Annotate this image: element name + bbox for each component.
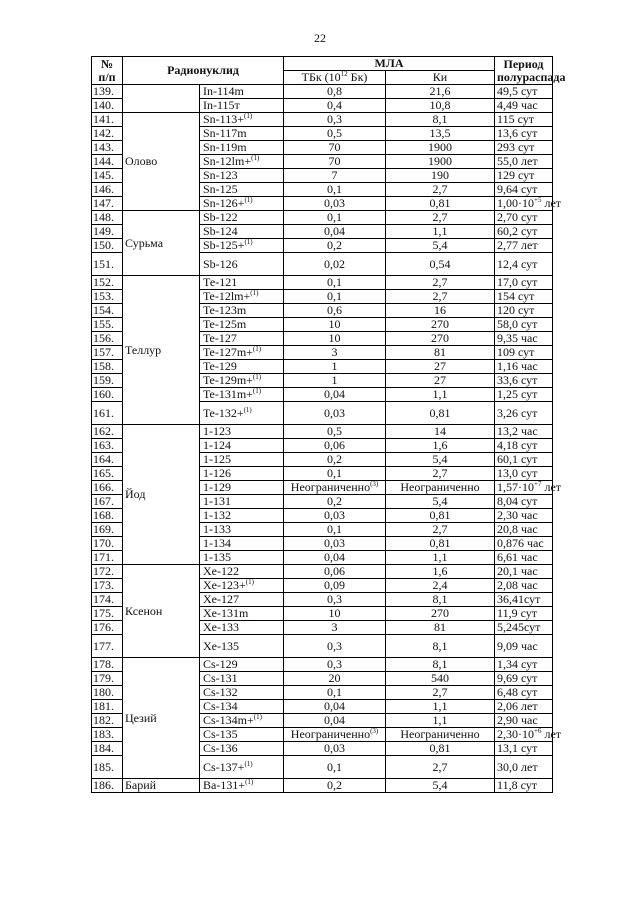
half-life: 129 сут <box>495 169 553 183</box>
half-life: 9,64 сут <box>495 183 553 197</box>
table-row <box>92 113 553 127</box>
half-life: $1,00\cdot 10^{+5}$ лет <box>495 197 553 211</box>
activity-tbq: 3 <box>284 346 386 360</box>
row-number: 167. <box>92 495 123 509</box>
activity-ci: 2,7 <box>386 686 495 700</box>
nuclide-name: Cs-135 <box>200 728 284 742</box>
page-number: 22 <box>314 31 326 45</box>
row-number: 184. <box>92 742 123 756</box>
row-number: 149. <box>92 225 123 239</box>
nuclide-name: Cs-132 <box>200 686 284 700</box>
activity-ci: 8,1 <box>386 658 495 672</box>
nuclide-name: Te-12lm+$^{(1)}$ <box>200 290 284 304</box>
nuclide-name: Te-132+$^{(1)}$ <box>200 402 284 425</box>
half-life: 9,35 час <box>495 332 553 346</box>
activity-ci: 81 <box>386 621 495 635</box>
half-life: 49,5 сут <box>495 85 553 99</box>
row-number: 168. <box>92 509 123 523</box>
activity-ci: 14 <box>386 425 495 439</box>
element-name: Сурьма <box>123 211 200 276</box>
row-number: 144. <box>92 155 123 169</box>
nuclide-name: Te-131m+$^{(1)}$ <box>200 388 284 402</box>
half-life: 109 сут <box>495 346 553 360</box>
header-radionuclide: Радионуклид <box>123 57 284 85</box>
activity-ci: 1,1 <box>386 714 495 728</box>
nuclide-name: In-115т <box>200 99 284 113</box>
activity-tbq: Неограниченно$^{(3)}$ <box>284 728 386 742</box>
nuclide-name: Te-127m+$^{(1)}$ <box>200 346 284 360</box>
header-number: № п/п <box>92 57 123 85</box>
half-life: 12,4 сут <box>495 253 553 276</box>
row-number: 146. <box>92 183 123 197</box>
half-life: 11,9 сут <box>495 607 553 621</box>
nuclide-name: 1-134 <box>200 537 284 551</box>
element-name: Ксенон <box>123 565 200 658</box>
half-life: 9,69 сут <box>495 672 553 686</box>
header-ci: Ки <box>386 71 495 85</box>
row-number: 182. <box>92 714 123 728</box>
row-number: 173. <box>92 579 123 593</box>
half-life: 6,48 сут <box>495 686 553 700</box>
half-life: 293 сут <box>495 141 553 155</box>
nuclide-name: Xe-127 <box>200 593 284 607</box>
activity-tbq: 0,2 <box>284 453 386 467</box>
activity-ci: 5,4 <box>386 495 495 509</box>
row-number: 151. <box>92 253 123 276</box>
activity-tbq: 10 <box>284 332 386 346</box>
activity-ci: 27 <box>386 360 495 374</box>
activity-tbq: 0,1 <box>284 467 386 481</box>
activity-ci: 1900 <box>386 141 495 155</box>
row-number: 170. <box>92 537 123 551</box>
table-row <box>92 779 553 793</box>
nuclide-name: Xe-135 <box>200 635 284 658</box>
row-number: 158. <box>92 360 123 374</box>
activity-tbq: 7 <box>284 169 386 183</box>
half-life: 5,245сут <box>495 621 553 635</box>
activity-ci: 10,8 <box>386 99 495 113</box>
activity-ci: 2,7 <box>386 276 495 290</box>
nuclide-name: Te-123m <box>200 304 284 318</box>
half-life: 13,0 сут <box>495 467 553 481</box>
row-number: 156. <box>92 332 123 346</box>
nuclide-name: Cs-129 <box>200 658 284 672</box>
half-life: 9,09 час <box>495 635 553 658</box>
activity-tbq: 0,04 <box>284 225 386 239</box>
element-name: Барий <box>123 779 200 793</box>
row-number: 180. <box>92 686 123 700</box>
half-life: 11,8 сут <box>495 779 553 793</box>
nuclide-name: Sb-124 <box>200 225 284 239</box>
activity-ci: 270 <box>386 318 495 332</box>
activity-ci: 270 <box>386 332 495 346</box>
activity-ci: 2,7 <box>386 211 495 225</box>
element-name <box>123 85 200 113</box>
activity-ci: 0,81 <box>386 537 495 551</box>
activity-tbq: 0,03 <box>284 402 386 425</box>
nuclide-name: Sn-126+$^{(1)}$ <box>200 197 284 211</box>
activity-ci: 1,1 <box>386 388 495 402</box>
row-number: 159. <box>92 374 123 388</box>
activity-ci: 2,7 <box>386 290 495 304</box>
half-life: 2,08 час <box>495 579 553 593</box>
nuclide-name: Cs-131 <box>200 672 284 686</box>
row-number: 139. <box>92 85 123 99</box>
half-life: 58,0 сут <box>495 318 553 332</box>
row-number: 157. <box>92 346 123 360</box>
activity-tbq: 0,04 <box>284 388 386 402</box>
table-row <box>92 658 553 672</box>
half-life: 2,06 лет <box>495 700 553 714</box>
activity-tbq: Неограниченно$^{(3)}$ <box>284 481 386 495</box>
nuclide-name: 1-132 <box>200 509 284 523</box>
activity-ci: 2,7 <box>386 756 495 779</box>
activity-tbq: 10 <box>284 607 386 621</box>
nuclide-name: 1-125 <box>200 453 284 467</box>
nuclide-name: Te-127 <box>200 332 284 346</box>
activity-tbq: 0,09 <box>284 579 386 593</box>
activity-tbq: 20 <box>284 672 386 686</box>
activity-ci: 2,7 <box>386 523 495 537</box>
nuclide-name: Te-125m <box>200 318 284 332</box>
row-number: 163. <box>92 439 123 453</box>
activity-ci: 1,1 <box>386 700 495 714</box>
nuclide-name: Sn-125 <box>200 183 284 197</box>
row-number: 169. <box>92 523 123 537</box>
row-number: 183. <box>92 728 123 742</box>
table-header <box>92 56 566 85</box>
row-number: 165. <box>92 467 123 481</box>
activity-tbq: 0,02 <box>284 253 386 276</box>
nuclide-name: 1-133 <box>200 523 284 537</box>
row-number: 142. <box>92 127 123 141</box>
half-life: 1,34 сут <box>495 658 553 672</box>
half-life: 1,25 сут <box>495 388 553 402</box>
half-life: 20,1 час <box>495 565 553 579</box>
half-life: 2,77 лет <box>495 239 553 253</box>
half-life: 3,26 сут <box>495 402 553 425</box>
activity-tbq: 0,03 <box>284 197 386 211</box>
activity-ci: 1,6 <box>386 565 495 579</box>
row-number: 181. <box>92 700 123 714</box>
row-number: 153. <box>92 290 123 304</box>
row-number: 152. <box>92 276 123 290</box>
activity-tbq: 0,03 <box>284 742 386 756</box>
activity-tbq: 0,2 <box>284 239 386 253</box>
half-life: 36,41сут <box>495 593 553 607</box>
activity-ci: 5,4 <box>386 779 495 793</box>
activity-tbq: 0,3 <box>284 113 386 127</box>
nuclide-name: 1-131 <box>200 495 284 509</box>
activity-tbq: 0,1 <box>284 183 386 197</box>
nuclide-name: Te-129m+$^{(1)}$ <box>200 374 284 388</box>
nuclide-name: Xe-133 <box>200 621 284 635</box>
activity-ci: 81 <box>386 346 495 360</box>
row-number: 145. <box>92 169 123 183</box>
activity-tbq: 0,3 <box>284 593 386 607</box>
activity-tbq: 0,1 <box>284 523 386 537</box>
header-half-life: Период полураспада <box>495 57 553 85</box>
activity-tbq: 0,04 <box>284 714 386 728</box>
nuclide-name: 1-129 <box>200 481 284 495</box>
activity-tbq: 0,3 <box>284 658 386 672</box>
activity-ci: 8,1 <box>386 635 495 658</box>
nuclide-name: Cs-134 <box>200 700 284 714</box>
nuclide-name: Sb-125+$^{(1)}$ <box>200 239 284 253</box>
nuclide-name: Xe-122 <box>200 565 284 579</box>
nuclide-name: Sn-117m <box>200 127 284 141</box>
nuclide-name: Sb-122 <box>200 211 284 225</box>
table-row <box>92 425 553 439</box>
half-life: 60,2 сут <box>495 225 553 239</box>
row-number: 178. <box>92 658 123 672</box>
activity-tbq: 0,5 <box>284 425 386 439</box>
row-number: 143. <box>92 141 123 155</box>
nuclide-name: Sn-123 <box>200 169 284 183</box>
activity-tbq: 3 <box>284 621 386 635</box>
activity-ci: 16 <box>386 304 495 318</box>
nuclide-name: Sn-12lm+$^{(1)}$ <box>200 155 284 169</box>
half-life: 2,70 сут <box>495 211 553 225</box>
row-number: 155. <box>92 318 123 332</box>
element-name: Йод <box>123 425 200 565</box>
half-life: 0,876 час <box>495 537 553 551</box>
row-number: 186. <box>92 779 123 793</box>
activity-tbq: 0,4 <box>284 99 386 113</box>
activity-tbq: 0,5 <box>284 127 386 141</box>
half-life: 13,6 сут <box>495 127 553 141</box>
nuclide-name: Xe-131m <box>200 607 284 621</box>
table-row <box>92 565 553 579</box>
activity-ci: 2,4 <box>386 579 495 593</box>
activity-ci: 5,4 <box>386 453 495 467</box>
activity-ci: 270 <box>386 607 495 621</box>
activity-tbq: 70 <box>284 155 386 169</box>
activity-ci: 1,1 <box>386 225 495 239</box>
row-number: 164. <box>92 453 123 467</box>
row-number: 176. <box>92 621 123 635</box>
half-life: 13,1 сут <box>495 742 553 756</box>
nuclide-name: In-114m <box>200 85 284 99</box>
activity-tbq: 10 <box>284 318 386 332</box>
activity-tbq: 0,03 <box>284 537 386 551</box>
activity-ci: 190 <box>386 169 495 183</box>
half-life: 1,16 час <box>495 360 553 374</box>
activity-ci: 2,7 <box>386 467 495 481</box>
activity-ci: 2,7 <box>386 183 495 197</box>
activity-tbq: 1 <box>284 374 386 388</box>
activity-ci: Неограниченно <box>386 481 495 495</box>
row-number: 160. <box>92 388 123 402</box>
nuclide-name: Ba-131+$^{(1)}$ <box>200 779 284 793</box>
header-tbq: ТБк ($10^{12}$ Бк) <box>284 71 386 85</box>
half-life: 30,0 лет <box>495 756 553 779</box>
element-name: Олово <box>123 113 200 211</box>
nuclide-name: Xe-123+$^{(1)}$ <box>200 579 284 593</box>
activity-tbq: 0,03 <box>284 509 386 523</box>
row-number: 154. <box>92 304 123 318</box>
activity-tbq: 0,1 <box>284 211 386 225</box>
row-number: 175. <box>92 607 123 621</box>
row-number: 177. <box>92 635 123 658</box>
activity-tbq: 0,1 <box>284 756 386 779</box>
row-number: 161. <box>92 402 123 425</box>
nuclide-name: 1-124 <box>200 439 284 453</box>
activity-tbq: 0,1 <box>284 686 386 700</box>
table-body <box>92 84 562 793</box>
table-row <box>92 211 553 225</box>
activity-ci: 5,4 <box>386 239 495 253</box>
row-number: 171. <box>92 551 123 565</box>
half-life: 115 сут <box>495 113 553 127</box>
table-row <box>92 85 553 99</box>
half-life: 154 сут <box>495 290 553 304</box>
activity-ci: 1,1 <box>386 551 495 565</box>
nuclide-name: Те-121 <box>200 276 284 290</box>
nuclide-name: Sb-126 <box>200 253 284 276</box>
row-number: 174. <box>92 593 123 607</box>
activity-tbq: 0,3 <box>284 635 386 658</box>
half-life: 4,18 сут <box>495 439 553 453</box>
activity-tbq: 0,06 <box>284 565 386 579</box>
half-life: 2,90 час <box>495 714 553 728</box>
nuclide-name: Sn-113+$^{(1)}$ <box>200 113 284 127</box>
row-number: 140. <box>92 99 123 113</box>
activity-ci: 1900 <box>386 155 495 169</box>
half-life: 17,0 сут <box>495 276 553 290</box>
row-number: 172. <box>92 565 123 579</box>
row-number: 147. <box>92 197 123 211</box>
row-number: 179. <box>92 672 123 686</box>
nuclide-name: Te-129 <box>200 360 284 374</box>
activity-tbq: 0,2 <box>284 495 386 509</box>
half-life: 120 сут <box>495 304 553 318</box>
activity-ci: 27 <box>386 374 495 388</box>
activity-ci: 0,81 <box>386 742 495 756</box>
nuclide-name: 1-135 <box>200 551 284 565</box>
nuclide-name: 1-123 <box>200 425 284 439</box>
row-number: 148. <box>92 211 123 225</box>
nuclide-name: Cs-134m+$^{(1)}$ <box>200 714 284 728</box>
half-life: 20,8 час <box>495 523 553 537</box>
half-life: $2,30\cdot 10^{+6}$ лет <box>495 728 553 742</box>
activity-ci: 8,1 <box>386 113 495 127</box>
table-row <box>92 276 553 290</box>
activity-tbq: 0,2 <box>284 779 386 793</box>
row-number: 162. <box>92 425 123 439</box>
row-number: 166. <box>92 481 123 495</box>
row-number: 185. <box>92 756 123 779</box>
activity-tbq: 70 <box>284 141 386 155</box>
activity-ci: 21,6 <box>386 85 495 99</box>
nuclide-name: Cs-136 <box>200 742 284 756</box>
activity-tbq: 0,06 <box>284 439 386 453</box>
radionuclide-table <box>91 56 566 793</box>
half-life: $1,57\cdot 10^{+7}$ лет <box>495 481 553 495</box>
activity-ci: 0,54 <box>386 253 495 276</box>
activity-ci: 13,5 <box>386 127 495 141</box>
activity-tbq: 0,8 <box>284 85 386 99</box>
activity-ci: 0,81 <box>386 402 495 425</box>
half-life: 33,6 сут <box>495 374 553 388</box>
activity-tbq: 0,6 <box>284 304 386 318</box>
activity-ci: 540 <box>386 672 495 686</box>
activity-ci: 1,6 <box>386 439 495 453</box>
activity-ci: 0,81 <box>386 509 495 523</box>
half-life: 60,1 сут <box>495 453 553 467</box>
half-life: 55,0 лет <box>495 155 553 169</box>
activity-ci: Неограниченно <box>386 728 495 742</box>
activity-tbq: 0,04 <box>284 551 386 565</box>
element-name: Цезий <box>123 658 200 779</box>
half-life: 8,04 сут <box>495 495 553 509</box>
activity-tbq: 0,1 <box>284 290 386 304</box>
nuclide-name: Cs-137+$^{(1)}$ <box>200 756 284 779</box>
activity-ci: 8,1 <box>386 593 495 607</box>
nuclide-name: 1-126 <box>200 467 284 481</box>
activity-tbq: 0,1 <box>284 276 386 290</box>
half-life: 2,30 час <box>495 509 553 523</box>
row-number: 150. <box>92 239 123 253</box>
half-life: 6,61 час <box>495 551 553 565</box>
activity-ci: 0,81 <box>386 197 495 211</box>
header-mla: МЛА <box>284 57 495 71</box>
element-name: Теллур <box>123 276 200 425</box>
half-life: 4,49 час <box>495 99 553 113</box>
activity-tbq: 0,04 <box>284 700 386 714</box>
nuclide-name: Sn-119m <box>200 141 284 155</box>
half-life: 13,2 час <box>495 425 553 439</box>
activity-tbq: 1 <box>284 360 386 374</box>
row-number: 141. <box>92 113 123 127</box>
